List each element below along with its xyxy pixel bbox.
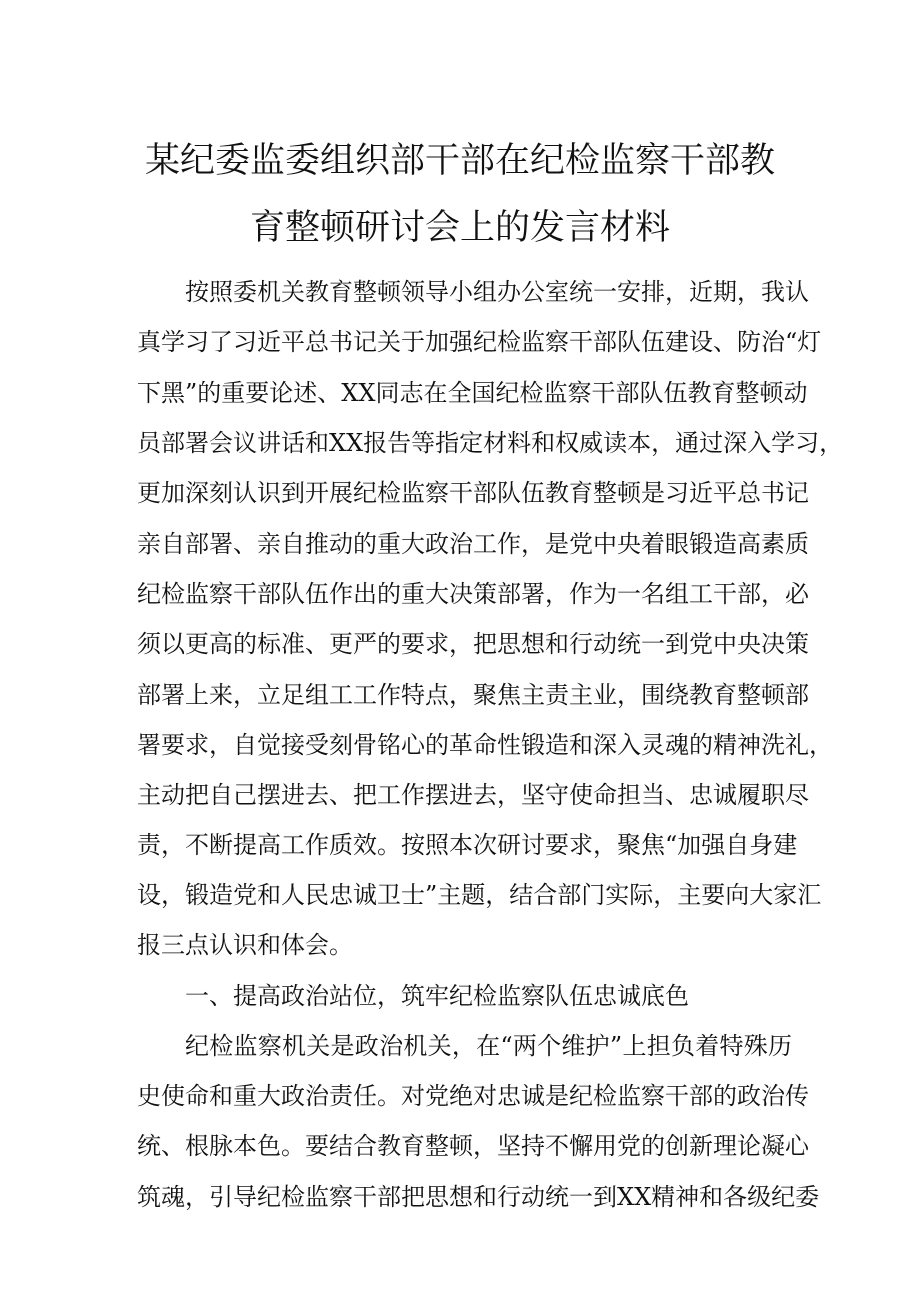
paragraph-1-line-9: 部署上来，立足组工工作特点，聚焦主责主业，围绕教育整顿部 [137, 681, 809, 709]
section-heading-1: 一、提高政治站位，筑牢纪检监察队伍忠诚底色 [185, 982, 689, 1010]
paragraph-1-line-11: 主动把自己摆进去、把工作摆进去，坚守使命担当、忠诚履职尽 [137, 781, 809, 809]
paragraph-2-line-2: 史使命和重大政治责任。对党绝对忠诚是纪检监察干部的政治传 [137, 1082, 809, 1110]
paragraph-1-line-10: 署要求，自觉接受刻骨铭心的革命性锻造和深入灵魂的精神洗礼， [137, 731, 833, 759]
paragraph-1-line-13: 设，锻造党和人民忠诚卫士”主题，结合部门实际，主要向大家汇 [137, 881, 822, 909]
document-title-line-1: 某纪委监委组织部干部在纪检监察干部教 [144, 141, 775, 181]
paragraph-1-line-4: 员部署会议讲话和XX报告等指定材料和权威读本，通过深入学习， [137, 429, 844, 457]
paragraph-1-line-14: 报三点认识和体会。 [137, 931, 353, 959]
paragraph-1-line-5: 更加深刻认识到开展纪检监察干部队伍教育整顿是习近平总书记 [137, 479, 809, 507]
paragraph-1-line-7: 纪检监察干部队伍作出的重大决策部署，作为一名组工干部，必 [137, 580, 809, 608]
paragraph-1-line-2: 真学习了习近平总书记关于加强纪检监察干部队伍建设、防治“灯 [137, 328, 822, 356]
paragraph-2-line-3: 统、根脉本色。要结合教育整顿，坚持不懈用党的创新理论凝心 [137, 1132, 809, 1160]
paragraph-1-line-3: 下黑”的重要论述、XX同志在全国纪检监察干部队伍教育整顿动 [137, 379, 808, 407]
paragraph-2-line-4: 筑魂，引导纪检监察干部把思想和行动统一到XX精神和各级纪委 [137, 1183, 820, 1211]
paragraph-1-line-1: 按照委机关教育整顿领导小组办公室统一安排，近期，我认 [185, 278, 809, 306]
paragraph-1-line-6: 亲自部署、亲自推动的重大政治工作，是党中央着眼锻造高素质 [137, 530, 809, 558]
paragraph-1-line-8: 须以更高的标准、更严的要求，把思想和行动统一到党中央决策 [137, 630, 809, 658]
document-title-line-2: 育整顿研讨会上的发言材料 [249, 208, 670, 248]
paragraph-1-line-12: 责，不断提高工作质效。按照本次研讨要求，聚焦“加强自身建 [137, 831, 798, 859]
paragraph-2-line-1: 纪检监察机关是政治机关，在“两个维护”上担负着特殊历 [185, 1032, 792, 1060]
